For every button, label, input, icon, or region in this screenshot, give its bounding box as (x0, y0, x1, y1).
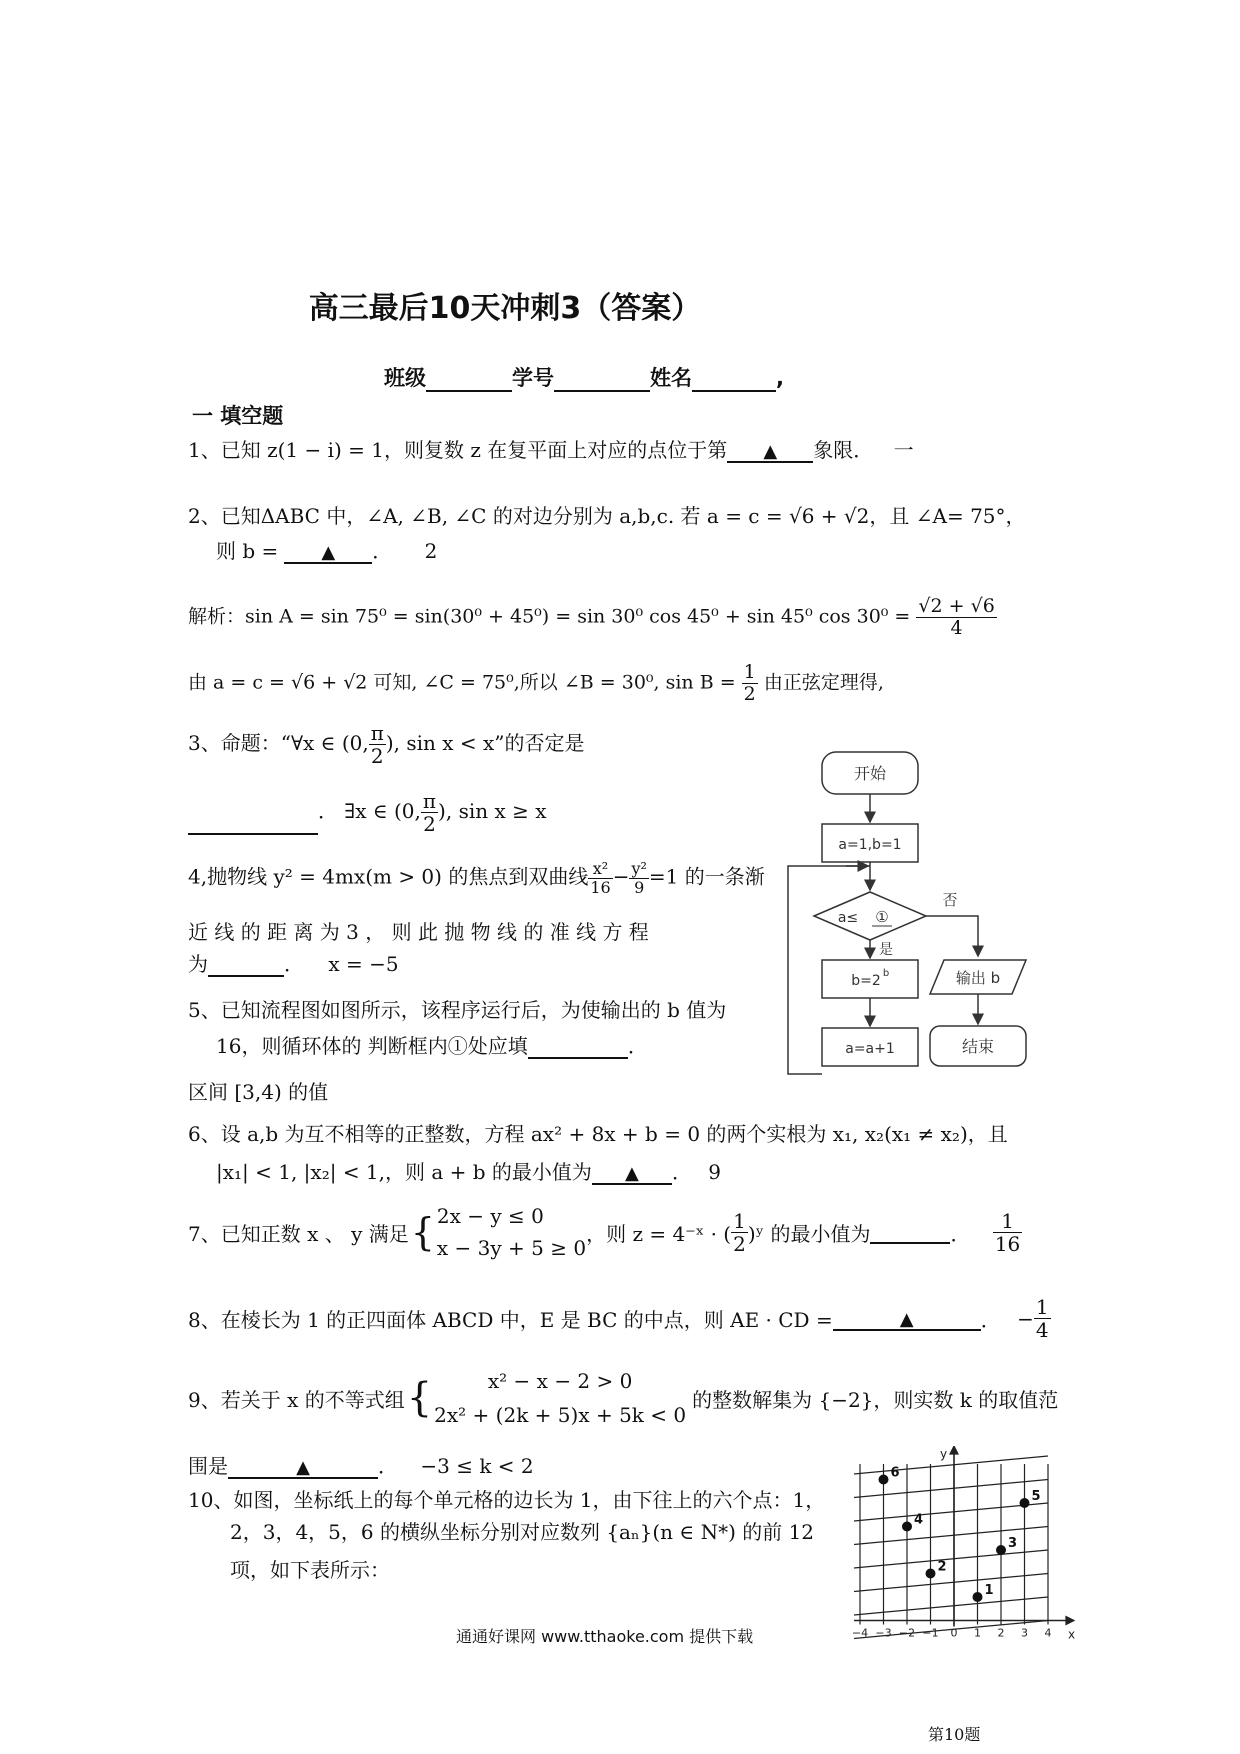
x-tick-label: 3 (1021, 1626, 1028, 1640)
question-6-line1: 6、设 a,b 为互不相等的正整数，方程 ax² + 8x + b = 0 的两个实根为 x₁, x₂(x₁ ≠ x₂)，且 (188, 1122, 1008, 1146)
q9-answer: −3 ≤ k < 2 (420, 1454, 534, 1478)
question-4-line2: 近 线 的 距 离 为 3 ， 则 此 抛 物 线 的 准 线 方 程 (188, 920, 649, 944)
q3-blank (188, 811, 318, 835)
grid-point-6 (879, 1475, 889, 1485)
grid-point-label: 6 (890, 1465, 900, 1481)
flow-start-label: 开始 (853, 764, 887, 783)
grid-point-label: 2 (937, 1559, 947, 1575)
flow-yes-label: 是 (879, 942, 893, 958)
section-heading: 一 填空题 (192, 404, 284, 428)
grid-point-label: 4 (914, 1512, 924, 1528)
x-tick-label: −3 (875, 1626, 892, 1640)
y-axis-label: y (940, 1447, 948, 1461)
question-5-line2: 16，则循环体的 判断框内①处应填 ． (216, 1034, 648, 1058)
q1-after: 象限． (813, 438, 874, 462)
grid-point-2 (926, 1569, 936, 1579)
x-tick-label: −4 (851, 1626, 869, 1640)
q2-analysis-fraction: $\frac{√2 + √6}{4}$ (918, 595, 995, 639)
flow-assign-b-label: b=2 (851, 973, 881, 989)
question-9: 9、若关于 x 的不等式组{ x² − x − 2 > 0 2x² + (2k + 5)x + 5k < 0 的整数解集为 {−2}，则实数 k 的取值范 (188, 1364, 1058, 1440)
page-title: 高三最后10天冲刺3（答案） (308, 291, 702, 326)
question-3-line1: 3、命题：“∀x ∈ (0, $\frac{\pi}{2}$ ), sin x < x”的否定是 (188, 721, 585, 768)
coordinate-grid-figure (850, 1446, 1100, 1670)
q8-answer: $\frac{1}{4}$ (1035, 1295, 1049, 1342)
q2-analysis-1: 解析：sin A = sin 75⁰ = sin(30⁰ + 45⁰) = sin 30⁰ cos 45⁰ + sin 45⁰ cos 30⁰ = $\frac{√2 + √6}{4}$ (188, 595, 995, 639)
question-2-line1: 2、已知ΔABC 中，∠A, ∠B, ∠C 的对边分别为 a,b,c. 若 a = c = √6 + √2，且 ∠A= 75°， (188, 504, 1026, 528)
class-label: 班级 (384, 366, 426, 390)
q4-blank (208, 953, 284, 977)
q6-blank: ▲ (592, 1161, 672, 1185)
x-tick-label: 1 (974, 1626, 981, 1640)
grid-point-4 (902, 1522, 912, 1532)
q8-answer-sign: − (1017, 1306, 1034, 1331)
question-8: 8、在棱长为 1 的正四面体 ABCD 中，E 是 BC 的中点，则 AE · CD = ▲ ． − $\frac{1}{4}$ (188, 1295, 1049, 1342)
x-tick-labels (852, 1627, 1052, 1640)
flow-end-label: 结束 (961, 1037, 995, 1056)
figure-caption: 第10题 (928, 1725, 981, 1744)
flow-cond-label: a≤ (837, 910, 859, 926)
q7-system: 2x − y ≤ 0 x − 3y + 5 ≥ 0 (436, 1204, 587, 1260)
grid-point-5 (1020, 1498, 1030, 1508)
class-blank (426, 368, 512, 392)
name-label: 姓名 (650, 366, 692, 390)
flow-output-label: 输出 b (955, 969, 1001, 987)
q2-analysis-2: 由 a = c = √6 + √2 可知, ∠C = 75⁰,所以 ∠B = 30⁰, sin B = $\frac{1}{2}$ 由正弦定理得, (188, 661, 884, 705)
q7-blank (870, 1220, 950, 1244)
q2-blank: ▲ (284, 540, 372, 564)
flow-init-label: a=1,b=1 (838, 837, 902, 853)
question-7: 7、已知正数 x 、 y 满足{ 2x − y ≤ 0 x − 3y + 5 ≥ 0 ，则 z = 4⁻ˣ · ( $\frac{1}{2}$ )ʸ 的最小值为 ． $\frac{1}{16}$ (188, 1200, 1022, 1270)
footer-credit: 通通好课网 www.tthaoke.com 提供下载 (456, 1627, 754, 1646)
q4-answer: x = −5 (328, 952, 399, 976)
x-tick-label: 4 (1044, 1626, 1052, 1640)
question-6-line2: |x₁| < 1, |x₂| < 1,，则 a + b 的最小值为 ▲ ． 9 (216, 1160, 722, 1184)
question-1 (188, 434, 914, 463)
flow-assign-a-label: a=a+1 (845, 1041, 895, 1057)
question-9-line2: 围是 ▲ ． −3 ≤ k < 2 (188, 1454, 534, 1478)
grid-point-1 (973, 1592, 983, 1602)
grid-point-label: 5 (1031, 1489, 1041, 1504)
q8-blank: ▲ (833, 1307, 981, 1331)
q9-blank: ▲ (228, 1455, 378, 1479)
q1-text: 1、已知 z(1 − i) = 1，则复数 z 在复平面上对应的点位于第 (188, 438, 728, 462)
id-blank (554, 368, 650, 392)
question-4-line3: 为 ． x = −5 (188, 952, 399, 976)
y-axis-arrow (950, 1446, 958, 1454)
question-10-line3: 项，如下表所示： (230, 1558, 390, 1582)
q2-answer: 2 (424, 539, 438, 563)
question-3-answer: ． ∃x ∈ (0, $\frac{\pi}{2}$ ), sin x ≥ x (188, 790, 547, 835)
flowchart-figure (786, 744, 1056, 1084)
x-tick-label: −2 (898, 1626, 916, 1640)
flow-no-label: 否 (942, 891, 958, 909)
q5-answer: 区间 [3,4) 的值 (188, 1080, 329, 1104)
q5-blank (528, 1035, 628, 1059)
question-10-line2: 2，3，4，5，6 的横纵坐标分别对应数列 {aₙ}(n ∈ N*) 的前 12 (230, 1520, 815, 1544)
question-10-line1: 10、如图，坐标纸上的每个单元格的边长为 1，由下往上的六个点：1， (188, 1488, 826, 1512)
grid-point-label: 3 (1008, 1536, 1018, 1551)
grid-point-label: 1 (984, 1583, 994, 1598)
id-label: 学号 (512, 366, 554, 390)
q7-answer: $\frac{1}{16}$ (994, 1208, 1021, 1256)
x-axis-label: x (1068, 1627, 1076, 1642)
x-tick-label: 2 (997, 1626, 1005, 1640)
flow-cond-mark: ① (875, 908, 889, 926)
student-info-line (384, 362, 784, 392)
x-tick-label: 0 (950, 1626, 958, 1640)
name-blank (692, 368, 776, 392)
grid-lines (851, 1446, 1074, 1640)
header-comma: , (776, 366, 784, 390)
x-axis-arrow (1066, 1617, 1074, 1625)
x-tick-label: −1 (922, 1626, 939, 1640)
flow-assign-b-exp: b (882, 968, 890, 979)
question-4-line1: 4,抛物线 y² = 4mx(m > 0) 的焦点到双曲线 $\frac{\text{x²}}{16}$ − $\frac{\text{y²}}{9}$ =1 的一条渐 (188, 859, 765, 897)
q1-answer: 一 (893, 438, 914, 462)
flow-condition-diamond (814, 892, 926, 940)
question-5-line1: 5、已知流程图如图所示，该程序运行后，为使输出的 b 值为 (188, 998, 727, 1022)
q9-system: x² − x − 2 > 0 2x² + (2k + 5)x + 5k < 0 (434, 1369, 687, 1427)
q6-answer: 9 (708, 1160, 722, 1184)
question-2-line2: 则 b = ▲ ． 2 (216, 539, 438, 563)
q1-blank: ▲ (727, 439, 813, 463)
grid-point-3 (996, 1545, 1006, 1555)
